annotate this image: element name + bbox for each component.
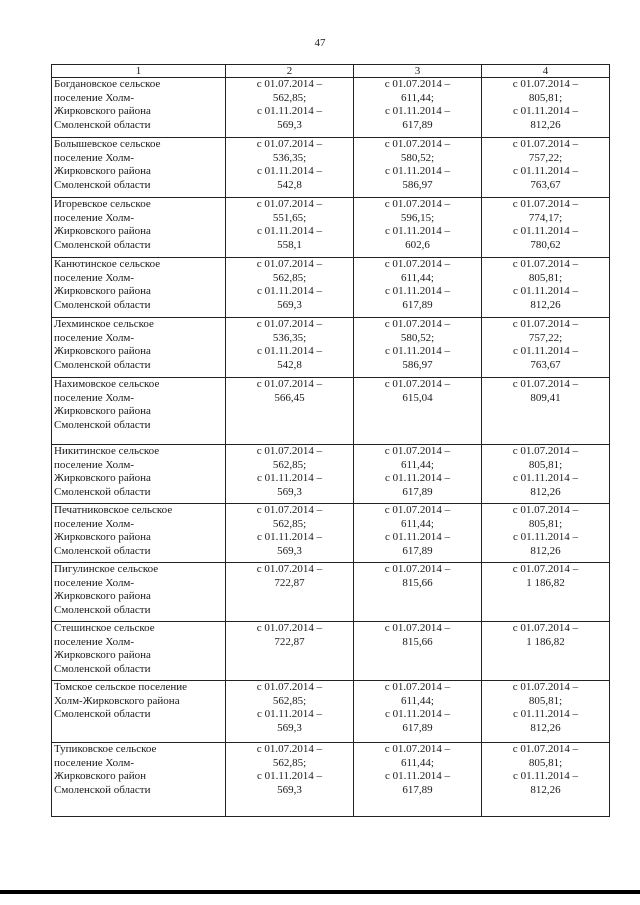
tariff-cell-c4 (482, 622, 610, 681)
tariff-line: с 01.07.2014 – (256, 258, 323, 270)
column-header-2: 2 (226, 65, 354, 78)
tariff-line: 569,3 (277, 118, 302, 131)
tariff-cell-c3 (354, 138, 482, 198)
tariff-line: с 01.11.2014 – (257, 105, 322, 117)
tariff-line: с 01.07.2014 – (512, 138, 579, 150)
tariff-line: с 01.07.2014 – (256, 743, 323, 755)
tariff-cell-c4 (482, 198, 610, 258)
tariff-line: 617,89 (402, 118, 433, 131)
tariff-line: с 01.07.2014 – (384, 504, 451, 516)
table-row (52, 378, 610, 445)
table-row (52, 681, 610, 743)
settlement-name-line: Жирковского района (54, 285, 151, 297)
tariff-line: с 01.11.2014 – (513, 708, 578, 720)
tariff-line: с 01.11.2014 – (385, 285, 450, 297)
tariff-line: с 01.07.2014 – (512, 622, 579, 634)
tariff-line: 617,89 (402, 485, 433, 498)
tariff-cell-c4 (482, 258, 610, 318)
tariff-cell-c3 (354, 563, 482, 622)
tariff-cell-c4 (482, 743, 610, 817)
tariff-line: с 01.07.2014 – (512, 378, 579, 390)
tariff-line: 805,81; (528, 271, 563, 284)
tariff-cell-c4 (482, 78, 610, 138)
tariff-line: 805,81; (528, 694, 563, 707)
tariff-line: с 01.11.2014 – (257, 345, 322, 357)
tariff-line: с 01.07.2014 – (512, 258, 579, 270)
tariff-line: с 01.11.2014 – (513, 345, 578, 357)
settlement-name-line: поселение Холм- (54, 635, 135, 648)
settlement-name-line: Смоленской области (54, 238, 151, 251)
tariff-line: 569,3 (277, 783, 302, 796)
settlement-name-cell (52, 258, 226, 318)
tariff-line: с 01.11.2014 – (385, 708, 450, 720)
tariff-line: с 01.11.2014 – (385, 165, 450, 177)
tariff-line: с 01.07.2014 – (384, 681, 451, 693)
tariff-line: 617,89 (402, 298, 433, 311)
tariff-line: 1 186,82 (526, 576, 565, 589)
tariff-cell-c3 (354, 258, 482, 318)
tariff-line: с 01.11.2014 – (385, 345, 450, 357)
tariff-line: с 01.11.2014 – (257, 225, 322, 237)
settlement-name-line: Печатниковское сельское (54, 504, 173, 516)
table-row (52, 743, 610, 817)
tariff-line: 569,3 (277, 721, 302, 734)
tariff-line: с 01.07.2014 – (512, 681, 579, 693)
tariff-line: с 01.07.2014 – (256, 563, 323, 575)
column-header-3: 3 (354, 65, 482, 78)
tariff-line: 617,89 (402, 721, 433, 734)
tariff-line: 805,81; (528, 458, 563, 471)
tariff-cell-c2 (226, 743, 354, 817)
settlement-name-line: Смоленской области (54, 298, 151, 311)
tariff-line: с 01.11.2014 – (257, 531, 322, 543)
table-row (52, 78, 610, 138)
tariff-line: 812,26 (530, 544, 561, 557)
tariff-cell-c2 (226, 138, 354, 198)
tariff-line: 1 186,82 (526, 635, 565, 648)
tariff-cell-c2 (226, 198, 354, 258)
settlement-name-line: Смоленской области (54, 708, 151, 720)
tariff-line: с 01.07.2014 – (512, 198, 579, 210)
tariff-line: с 01.07.2014 – (512, 78, 579, 90)
settlement-name-line: Смоленской области (54, 783, 151, 796)
tariff-line: с 01.07.2014 – (256, 138, 323, 150)
tariff-line: с 01.11.2014 – (257, 472, 322, 484)
settlement-name-line: Томское сельское поселение (54, 681, 188, 693)
settlement-name-line: Смоленской области (54, 418, 151, 431)
tariff-line: с 01.11.2014 – (385, 770, 450, 782)
settlement-name-line: поселение Холм- (54, 756, 135, 769)
tariff-line: с 01.07.2014 – (512, 743, 579, 755)
tariff-line: 815,66 (402, 635, 433, 648)
table-row (52, 622, 610, 681)
settlement-name-line: Смоленской области (54, 662, 151, 675)
tariff-line: 566,45 (274, 391, 305, 404)
tariff-line: 611,44; (401, 694, 434, 707)
tariff-line: 805,81; (528, 756, 563, 769)
settlement-name-line: Смоленской области (54, 544, 151, 557)
settlement-name-line: Смоленской области (54, 358, 151, 371)
tariff-line: 569,3 (277, 298, 302, 311)
tariff-line: 542,8 (277, 178, 302, 191)
tariff-cell-c4 (482, 563, 610, 622)
settlement-name-line: Жирковского района (54, 649, 151, 661)
tariff-line: 722,87 (274, 635, 305, 648)
settlement-name-line: поселение Холм- (54, 458, 135, 471)
settlement-name-line: Богдановское сельское (54, 78, 161, 90)
tariff-cell-c3 (354, 504, 482, 563)
settlement-name-line: поселение Холм- (54, 91, 135, 104)
tariff-line: с 01.11.2014 – (513, 770, 578, 782)
settlement-name-line: поселение Холм- (54, 576, 135, 589)
tariff-cell-c4 (482, 378, 610, 445)
tariff-line: с 01.07.2014 – (256, 78, 323, 90)
tariff-line: с 01.07.2014 – (256, 445, 323, 457)
tariff-line: с 01.11.2014 – (257, 770, 322, 782)
tariff-line: 596,15; (400, 211, 435, 224)
tariff-cell-c4 (482, 445, 610, 504)
settlement-name-line: Канютинское сельское (54, 258, 161, 270)
page-number: 47 (314, 37, 326, 49)
tariff-line: 569,3 (277, 544, 302, 557)
settlement-name-line: Жирковского района (54, 345, 151, 357)
tariff-cell-c2 (226, 622, 354, 681)
settlement-name-line: поселение Холм- (54, 211, 135, 224)
tariff-line: с 01.07.2014 – (256, 198, 323, 210)
settlement-name-line: поселение Холм- (54, 391, 135, 404)
tariff-line: с 01.07.2014 – (384, 743, 451, 755)
tariff-line: с 01.07.2014 – (384, 445, 451, 457)
tariff-line: с 01.07.2014 – (256, 681, 323, 693)
tariff-line: с 01.11.2014 – (385, 225, 450, 237)
settlement-name-line: Жирковского района (54, 405, 151, 417)
settlement-name-cell (52, 622, 226, 681)
table-row (52, 318, 610, 378)
settlement-name-line: Игоревское сельское (54, 198, 151, 210)
tariff-cell-c2 (226, 563, 354, 622)
tariff-cell-c2 (226, 681, 354, 743)
settlement-name-line: Смоленской области (54, 485, 151, 498)
settlement-name-cell (52, 198, 226, 258)
tariff-line: 558,1 (277, 238, 302, 251)
settlement-name-cell (52, 138, 226, 198)
tariff-line: 611,44; (401, 458, 434, 471)
tariff-line: 536,35; (272, 331, 307, 344)
table-row (52, 563, 610, 622)
settlement-name-line: Стешинское сельское (54, 622, 155, 634)
tariff-cell-c3 (354, 198, 482, 258)
settlement-name-cell (52, 681, 226, 743)
tariff-line: 763,67 (530, 178, 561, 191)
tariff-line: с 01.11.2014 – (257, 708, 322, 720)
tariff-cell-c2 (226, 78, 354, 138)
tariff-line: 617,89 (402, 783, 433, 796)
table-row (52, 504, 610, 563)
tariff-line: с 01.07.2014 – (256, 378, 323, 390)
settlement-name-line: Жирковского района (54, 590, 151, 602)
tariff-line: 586,97 (402, 358, 433, 371)
tariff-line: 562,85; (272, 694, 307, 707)
settlement-name-cell (52, 378, 226, 445)
tariff-cell-c3 (354, 622, 482, 681)
settlement-name-line: поселение Холм- (54, 151, 135, 164)
tariff-line: 586,97 (402, 178, 433, 191)
tariff-line: 562,85; (272, 271, 307, 284)
tariff-cell-c4 (482, 138, 610, 198)
tariff-line: с 01.07.2014 – (384, 258, 451, 270)
tariff-cell-c3 (354, 743, 482, 817)
tariff-line: с 01.11.2014 – (513, 105, 578, 117)
tariff-line: 580,52; (400, 151, 435, 164)
tariff-cell-c4 (482, 318, 610, 378)
tariff-line: 569,3 (277, 485, 302, 498)
settlement-name-line: поселение Холм- (54, 271, 135, 284)
settlement-name-line: Жирковского район (54, 770, 146, 782)
settlement-name-cell (52, 445, 226, 504)
tariff-line: 542,8 (277, 358, 302, 371)
tariff-line: 611,44; (401, 756, 434, 769)
tariff-line: 757,22; (528, 331, 563, 344)
tariff-line: с 01.07.2014 – (512, 504, 579, 516)
tariff-line: 551,65; (272, 211, 307, 224)
tariff-line: с 01.07.2014 – (512, 563, 579, 575)
settlement-name-cell (52, 318, 226, 378)
settlement-name-line: Жирковского района (54, 165, 151, 177)
tariff-line: 611,44; (401, 91, 434, 104)
tariff-line: с 01.07.2014 – (384, 198, 451, 210)
tariff-line: 812,26 (530, 118, 561, 131)
tariff-line: с 01.11.2014 – (385, 531, 450, 543)
table-row (52, 138, 610, 198)
tariff-line: с 01.11.2014 – (513, 472, 578, 484)
settlement-name-cell (52, 504, 226, 563)
tariff-line: 602,6 (405, 238, 430, 251)
tariff-line: с 01.11.2014 – (385, 472, 450, 484)
settlement-name-line: Жирковского района (54, 472, 151, 484)
tariff-line: с 01.11.2014 – (257, 285, 322, 297)
tariff-line: с 01.11.2014 – (385, 105, 450, 117)
tariff-line: 580,52; (400, 331, 435, 344)
tariff-line: с 01.07.2014 – (384, 318, 451, 330)
tariff-line: с 01.07.2014 – (256, 318, 323, 330)
tariff-line: 562,85; (272, 458, 307, 471)
tariff-line: 757,22; (528, 151, 563, 164)
tariff-cell-c2 (226, 445, 354, 504)
tariff-line: 722,87 (274, 576, 305, 589)
tariff-line: с 01.11.2014 – (513, 225, 578, 237)
tariff-line: 805,81; (528, 91, 563, 104)
tariff-line: 562,85; (272, 91, 307, 104)
tariff-cell-c4 (482, 681, 610, 743)
tariff-line: с 01.11.2014 – (257, 165, 322, 177)
tariff-cell-c3 (354, 445, 482, 504)
settlement-name-line: Тупиковское сельское (54, 743, 157, 755)
tariff-line: 617,89 (402, 544, 433, 557)
settlement-name-line: поселение Холм- (54, 517, 135, 530)
settlement-name-line: Нахимовское сельское (54, 378, 160, 390)
tariff-line: 615,04 (402, 391, 433, 404)
tariff-line: 812,26 (530, 783, 561, 796)
settlement-name-line: Пигулинское сельское (54, 563, 159, 575)
tariff-line: 780,62 (530, 238, 561, 251)
tariff-table (51, 64, 610, 817)
column-header-4: 4 (482, 65, 610, 78)
tariff-line: с 01.07.2014 – (256, 622, 323, 634)
settlement-name-cell (52, 743, 226, 817)
tariff-cell-c2 (226, 318, 354, 378)
tariff-line: 805,81; (528, 517, 563, 530)
tariff-line: 774,17; (528, 211, 563, 224)
tariff-cell-c3 (354, 78, 482, 138)
settlement-name-cell (52, 78, 226, 138)
tariff-line: 562,85; (272, 517, 307, 530)
tariff-cell-c4 (482, 504, 610, 563)
tariff-cell-c3 (354, 681, 482, 743)
tariff-line: с 01.11.2014 – (513, 285, 578, 297)
settlement-name-line: Смоленской области (54, 178, 151, 191)
tariff-line: 812,26 (530, 485, 561, 498)
tariff-line: с 01.07.2014 – (384, 78, 451, 90)
settlement-name-line: Жирковского района (54, 225, 151, 237)
tariff-line: с 01.07.2014 – (384, 138, 451, 150)
tariff-line: с 01.07.2014 – (512, 445, 579, 457)
settlement-name-line: Болышевское сельское (54, 138, 161, 150)
tariff-line: 812,26 (530, 721, 561, 734)
settlement-name-line: Никитинское сельское (54, 445, 160, 457)
tariff-cell-c2 (226, 504, 354, 563)
tariff-line: с 01.07.2014 – (512, 318, 579, 330)
tariff-cell-c2 (226, 378, 354, 445)
bottom-border-bar (0, 890, 640, 894)
tariff-cell-c3 (354, 318, 482, 378)
tariff-line: 611,44; (401, 271, 434, 284)
table-row (52, 258, 610, 318)
settlement-name-line: Жирковского района (54, 105, 151, 117)
tariff-line: 611,44; (401, 517, 434, 530)
tariff-line: 562,85; (272, 756, 307, 769)
settlement-name-line: поселение Холм- (54, 331, 135, 344)
column-header-1: 1 (52, 65, 226, 78)
settlement-name-line: Смоленской области (54, 118, 151, 131)
tariff-line: с 01.11.2014 – (513, 165, 578, 177)
settlement-name-line: Смоленской области (54, 603, 151, 616)
table-row (52, 198, 610, 258)
tariff-line: с 01.07.2014 – (384, 563, 451, 575)
tariff-line: с 01.11.2014 – (513, 531, 578, 543)
tariff-cell-c3 (354, 378, 482, 445)
table-row (52, 445, 610, 504)
tariff-line: 812,26 (530, 298, 561, 311)
tariff-line: 536,35; (272, 151, 307, 164)
tariff-line: 763,67 (530, 358, 561, 371)
tariff-line: с 01.07.2014 – (256, 504, 323, 516)
tariff-line: с 01.07.2014 – (384, 378, 451, 390)
settlement-name-line: Лехминское сельское (54, 318, 154, 330)
tariff-cell-c2 (226, 258, 354, 318)
tariff-line: 815,66 (402, 576, 433, 589)
table-body (52, 78, 610, 817)
settlement-name-line: Холм-Жирковского района (54, 694, 180, 707)
tariff-line: с 01.07.2014 – (384, 622, 451, 634)
tariff-line: 809,41 (530, 391, 561, 404)
header-row (52, 65, 610, 78)
settlement-name-line: Жирковского района (54, 531, 151, 543)
settlement-name-cell (52, 563, 226, 622)
